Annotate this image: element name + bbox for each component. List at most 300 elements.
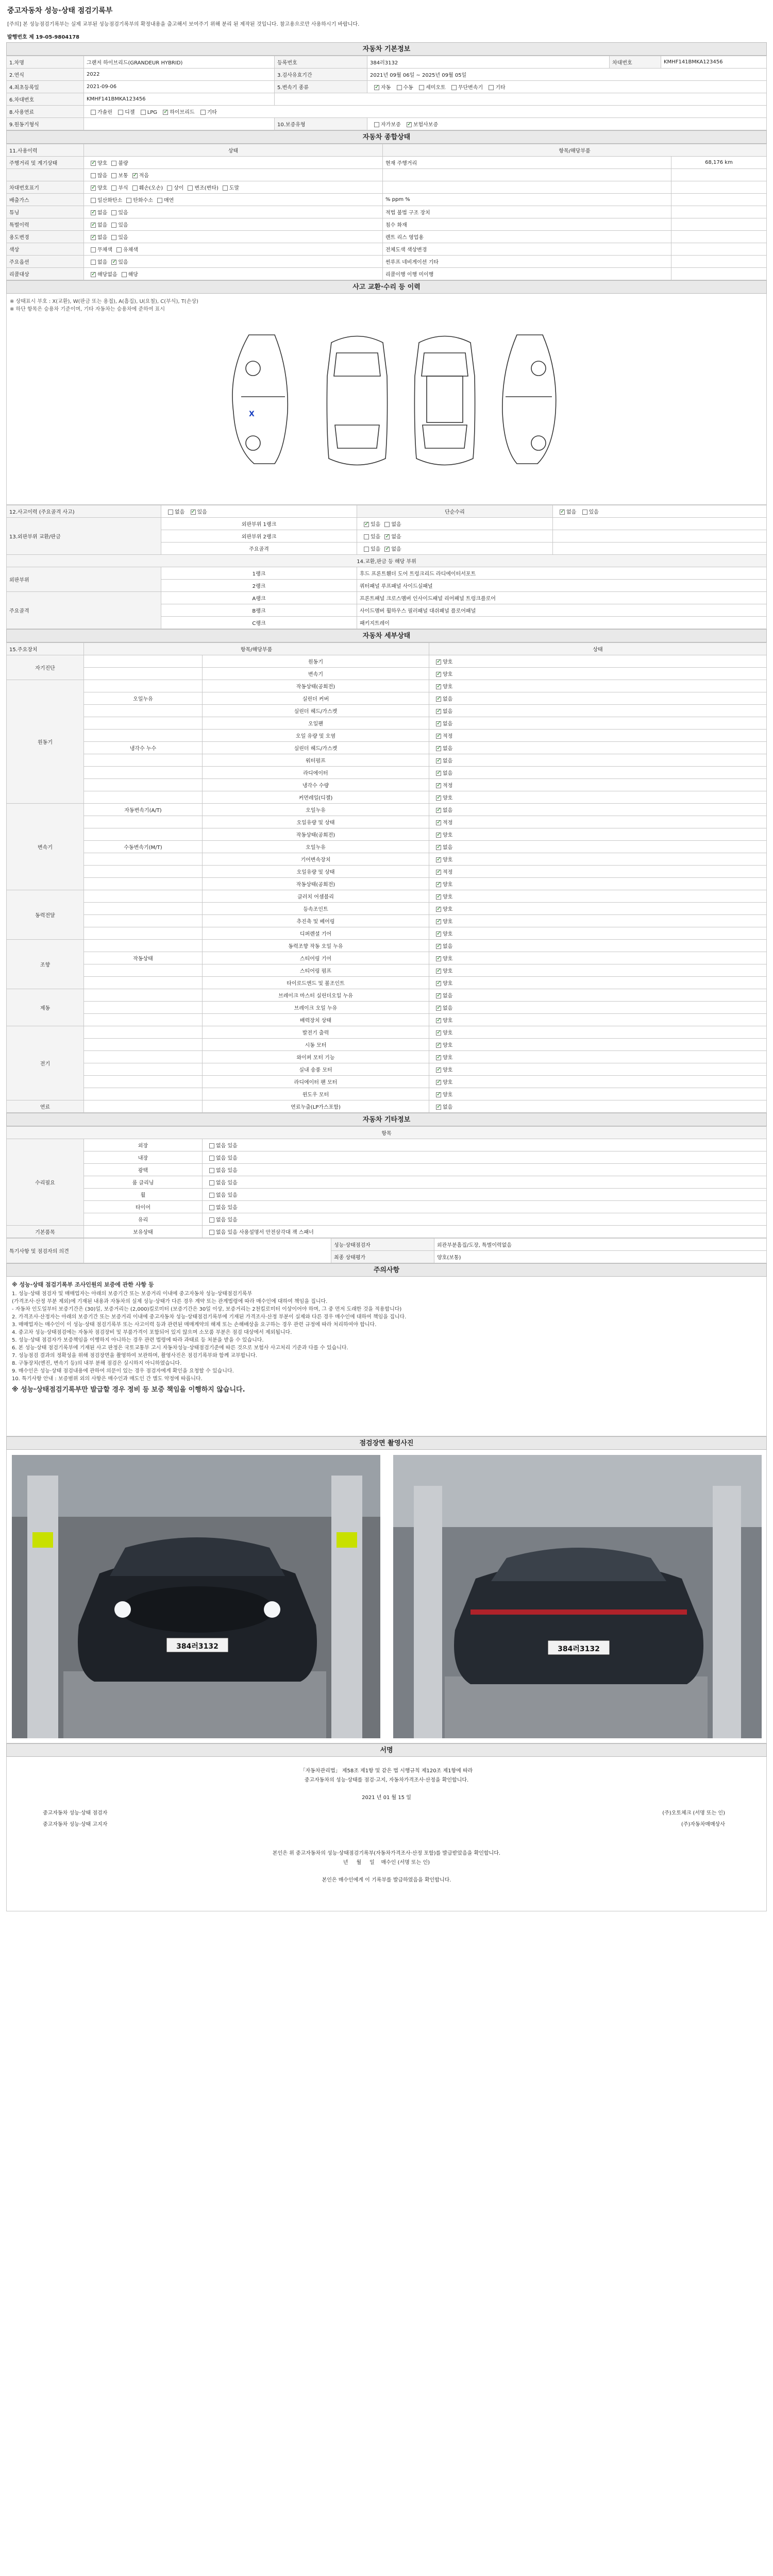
- detail-state: [429, 866, 767, 878]
- detail-sub: [84, 816, 203, 828]
- opt-label: 도말: [229, 185, 240, 191]
- detail-state-label: 양호: [443, 795, 453, 801]
- value-opinion: 외관부분흠집/도장, 특별이력없음: [434, 1239, 767, 1251]
- inspector-value: (주)오토체크 (서명 또는 인): [662, 1810, 725, 1816]
- checkbox-icon[interactable]: [374, 122, 379, 127]
- opt-label: 자가보증: [381, 122, 401, 128]
- detail-state: [429, 816, 767, 828]
- detail-state-label: 양호: [443, 956, 453, 962]
- detail-row: [7, 890, 767, 903]
- part-rank: 1랭크: [161, 567, 357, 580]
- other-row: [7, 1226, 767, 1238]
- detail-sub: [84, 1051, 203, 1063]
- general-value: [671, 243, 767, 256]
- detail-state-label: 양호: [443, 1092, 453, 1098]
- checkbox-icon[interactable]: [91, 173, 96, 178]
- detail-sub: [84, 717, 203, 730]
- checkbox-icon[interactable]: [582, 510, 587, 515]
- empty-cell: [553, 518, 767, 530]
- opt-label: 기타: [207, 110, 217, 115]
- sub-frame: 주요골격: [161, 543, 357, 555]
- checkbox-icon[interactable]: [436, 956, 441, 961]
- checkbox-icon[interactable]: [91, 260, 96, 265]
- checkbox-icon[interactable]: [209, 1230, 214, 1235]
- checkbox-icon[interactable]: [111, 173, 116, 178]
- detail-state-label: 양호: [443, 684, 453, 690]
- notice-line: 3. 매매업자는 매수인이 이 성능·상태 점검기록부 또는 사고이력 등과 관련된 매매계약의 해제 또는 손해배상을 요구하는 경우 관련 규정에 따라 처리하여야 합니다.: [12, 1322, 377, 1328]
- document: [6, 3, 767, 1911]
- part-rank: 2랭크: [161, 580, 357, 592]
- value-plate: 384러3132: [367, 56, 610, 69]
- general-note: 전체도색 색상변경: [383, 243, 671, 256]
- detail-sub: [84, 1100, 203, 1113]
- detail-sub: [84, 705, 203, 717]
- general-value: [671, 231, 767, 243]
- detail-row: [7, 964, 767, 977]
- col-usage: 11.사용이력: [7, 144, 84, 157]
- detail-item: 와이퍼 모터 기능: [203, 1051, 429, 1063]
- opt-label: 없음: [97, 223, 108, 228]
- checkbox-icon[interactable]: [122, 272, 127, 277]
- detail-sub: [84, 1002, 203, 1014]
- checkbox-icon[interactable]: [209, 1193, 214, 1198]
- checkbox-icon[interactable]: [436, 709, 441, 714]
- detail-state: [429, 927, 767, 940]
- legend-line: ※ 상태표시 부호 : X(교환), W(판금 또는 용접), A(흠집), U(요철), C(부식), T(손상): [10, 299, 198, 304]
- opt-label: LPG: [147, 110, 158, 115]
- checkbox-icon[interactable]: [91, 198, 96, 203]
- detail-sub: [84, 680, 203, 692]
- detail-state: [429, 853, 767, 866]
- checkbox-icon[interactable]: [436, 721, 441, 726]
- repair-options: [553, 505, 767, 518]
- label-first-reg: 4.최초등록일: [7, 81, 84, 93]
- detail-state: [429, 1026, 767, 1039]
- detail-sub: 냉각수 누수: [84, 742, 203, 754]
- other-item: 내장: [84, 1151, 203, 1164]
- checkbox-icon[interactable]: [91, 210, 96, 215]
- label-car-name: 1.차명: [7, 56, 84, 69]
- detail-sub: 작동상태: [84, 952, 203, 964]
- detail-item: 라디에이터: [203, 767, 429, 779]
- notice-line: 1. 성능·상태 점검자 및 매매업자는 아래의 보증기간 또는 보증거리 이내에 중고자동차 성능·상태점검기록부: [12, 1291, 253, 1297]
- checkbox-icon[interactable]: [91, 161, 96, 166]
- detail-state: [429, 655, 767, 668]
- opt-label: 있음: [371, 534, 381, 540]
- detail-row: [7, 828, 767, 841]
- detail-sub: [84, 791, 203, 804]
- label-transmission: 5.변속기 종류: [275, 81, 367, 93]
- detail-device: 조향: [7, 940, 84, 989]
- detail-state-label: 없음: [443, 1105, 453, 1110]
- checkbox-icon[interactable]: [436, 808, 441, 813]
- checkbox-icon[interactable]: [397, 85, 402, 90]
- opt-label: 있음: [589, 510, 599, 515]
- detail-sub: [84, 940, 203, 952]
- other-row: [7, 1176, 767, 1189]
- sign-area: [6, 1757, 767, 1911]
- checkbox-icon[interactable]: [436, 1043, 441, 1048]
- detail-item: 오일팬: [203, 717, 429, 730]
- detail-state: [429, 1100, 767, 1113]
- detail-item: 작동상태(공회전): [203, 680, 429, 692]
- checkbox-icon[interactable]: [200, 110, 206, 115]
- detail-row: [7, 680, 767, 692]
- checkbox-icon[interactable]: [436, 659, 441, 665]
- checkbox-icon[interactable]: [436, 771, 441, 776]
- checkbox-icon[interactable]: [436, 1030, 441, 1036]
- opt-label: 없음: [175, 510, 185, 515]
- detail-sub: [84, 927, 203, 940]
- checkbox-icon[interactable]: [436, 1006, 441, 1011]
- detail-state-table: [6, 642, 767, 1113]
- license-plate-rear: 384러3132: [558, 1645, 600, 1653]
- detail-item: 오일누유: [203, 841, 429, 853]
- checkbox-icon[interactable]: [436, 1067, 441, 1073]
- col-state: 상태: [84, 144, 383, 157]
- notice-line: 6. 본 성능·상태 점검기록부에 기재된 사고 판정은 국토교통부 고시 자동차성능·상태점검기준에 따른 것으로 보험사 사고처리 기준과 다를 수 있습니다.: [12, 1345, 348, 1351]
- checkbox-icon[interactable]: [436, 969, 441, 974]
- checkbox-icon[interactable]: [436, 1080, 441, 1085]
- opt-label: 자동: [381, 85, 391, 91]
- detail-state-label: 양호: [443, 833, 453, 838]
- checkbox-icon[interactable]: [436, 857, 441, 862]
- detail-item: 라디에이터 팬 모터: [203, 1076, 429, 1088]
- detail-item: 동력조향 작동 오일 누유: [203, 940, 429, 952]
- checkbox-icon[interactable]: [188, 185, 193, 191]
- detail-state-label: 없음: [443, 746, 453, 752]
- opt-label: 세미오토: [426, 85, 446, 91]
- checkbox-icon[interactable]: [436, 783, 441, 788]
- other-opts-label: 없음 있음 사용설명서 안전삼각대 잭 스패너: [216, 1230, 314, 1235]
- damage-table: [6, 505, 767, 629]
- detail-row: [7, 903, 767, 915]
- opt-label: 부식: [118, 185, 128, 191]
- checkbox-icon[interactable]: [384, 547, 390, 552]
- general-row: [7, 218, 767, 231]
- detail-state: [429, 964, 767, 977]
- detail-state-label: 적정: [443, 783, 453, 789]
- checkbox-icon[interactable]: [111, 235, 116, 240]
- other-item: 외장: [84, 1139, 203, 1151]
- detail-sub: [84, 890, 203, 903]
- detail-state-label: 양호: [443, 931, 453, 937]
- opt-label: 해당: [128, 272, 138, 278]
- notice-line: 4. 중고차 성능·상태점검에는 자동차 점검장비 및 부품가격이 포함되어 있지 않으며 소모품 부분은 점검 대상에서 제외됩니다.: [12, 1330, 292, 1335]
- checkbox-icon[interactable]: [91, 272, 96, 277]
- notice-line: 5. 성능·상태 점검자가 보증책임을 이행하지 아니하는 경우 관련 법령에 따라 과태료 등 처분을 받을 수 있습니다.: [12, 1337, 264, 1343]
- detail-sub: [84, 1014, 203, 1026]
- detail-state-label: 없음: [443, 845, 453, 851]
- general-options: [84, 231, 383, 243]
- detail-sub: [84, 1039, 203, 1051]
- detail-sub: [84, 1063, 203, 1076]
- checkbox-icon[interactable]: [436, 820, 441, 825]
- checkbox-icon[interactable]: [436, 944, 441, 949]
- detail-row: [7, 1039, 767, 1051]
- detail-state: [429, 841, 767, 853]
- general-row: [7, 181, 767, 194]
- pricer-value: (주)자동차매매상사: [681, 1822, 725, 1827]
- receipt-line2: 본인은 매수인에게 이 기록부를 발급하였음을 확인합니다.: [322, 1877, 451, 1883]
- checkbox-icon[interactable]: [91, 235, 96, 240]
- detail-item: 발전기 출력: [203, 1026, 429, 1039]
- part-rank: C랭크: [161, 617, 357, 629]
- detail-row: [7, 655, 767, 668]
- detail-state-label: 양호: [443, 1080, 453, 1086]
- label-engine-type: 9.원동기형식: [7, 118, 84, 130]
- checkbox-icon[interactable]: [436, 894, 441, 900]
- rank2-options: [357, 530, 553, 543]
- checkbox-icon[interactable]: [560, 510, 565, 515]
- notice-line: 10. 특기사항 안내 : 보증범위 외의 사항은 매수인과 매도인 간 별도 약정에 따릅니다.: [12, 1376, 203, 1382]
- opt-label: 양호: [97, 185, 108, 191]
- opt-label: 가솔린: [97, 110, 112, 115]
- general-item: 색상: [7, 243, 84, 256]
- detail-device: 제동: [7, 989, 84, 1026]
- opt-label: 있음: [371, 522, 381, 528]
- detail-state-label: 양호: [443, 1067, 453, 1073]
- checkbox-icon[interactable]: [436, 870, 441, 875]
- detail-sub: [84, 779, 203, 791]
- checkbox-icon[interactable]: [364, 534, 369, 539]
- checkbox-icon[interactable]: [132, 185, 138, 191]
- detail-row: [7, 1002, 767, 1014]
- checkbox-icon[interactable]: [91, 223, 96, 228]
- general-note: [383, 169, 671, 181]
- checkbox-icon[interactable]: [436, 758, 441, 764]
- checkbox-icon[interactable]: [436, 833, 441, 838]
- opt-label: 탄화수소: [133, 198, 153, 204]
- general-value: [671, 206, 767, 218]
- detail-row: [7, 804, 767, 816]
- general-row: [7, 268, 767, 280]
- label-opinion: 특기사항 및 점검자의 의견: [7, 1239, 84, 1263]
- checkbox-icon[interactable]: [167, 185, 172, 191]
- detail-row: [7, 791, 767, 804]
- general-item: [7, 169, 84, 181]
- checkbox-icon[interactable]: [436, 931, 441, 937]
- checkbox-icon[interactable]: [489, 85, 494, 90]
- label-warranty: 10.보증유형: [275, 118, 367, 130]
- inspection-photo-front: [12, 1455, 380, 1738]
- checkbox-icon[interactable]: [384, 522, 390, 527]
- other-row: [7, 1213, 767, 1226]
- value-vin: KMHF141BMKA123456: [661, 56, 767, 69]
- detail-item: 워터펌프: [203, 754, 429, 767]
- general-item: 차대번호표기: [7, 181, 84, 194]
- other-opts-label: 없음 있음: [216, 1180, 238, 1186]
- checkbox-icon[interactable]: [407, 122, 412, 127]
- detail-row: [7, 1051, 767, 1063]
- other-opts-label: 없음 있음: [216, 1156, 238, 1161]
- opt-label: 많음: [97, 173, 108, 179]
- opt-label: 해당없음: [97, 272, 117, 278]
- checkbox-icon[interactable]: [126, 198, 131, 203]
- opt-label: 일산화탄소: [97, 198, 123, 204]
- checkbox-icon[interactable]: [436, 882, 441, 887]
- checkbox-icon[interactable]: [436, 1018, 441, 1023]
- detail-state-label: 없음: [443, 697, 453, 702]
- detail-item: 냉각수 수량: [203, 779, 429, 791]
- other-opts-label: 없음 있음: [216, 1205, 238, 1211]
- part-items: 사이드멤버 휠하우스 필러패널 대쉬패널 플로어패널: [357, 604, 767, 617]
- label-accident: 12.사고이력 (주요골격 사고): [7, 505, 161, 518]
- general-options: [84, 157, 383, 169]
- checkbox-icon[interactable]: [436, 795, 441, 801]
- accident-options: [161, 505, 357, 518]
- checkbox-icon[interactable]: [111, 223, 116, 228]
- checkbox-icon[interactable]: [209, 1205, 214, 1210]
- pricer-label: 중고자동차 성능·상태 고지자: [43, 1822, 108, 1827]
- checkbox-icon[interactable]: [374, 85, 379, 90]
- buyer-label: 매수인: [381, 1860, 396, 1866]
- checkbox-icon[interactable]: [436, 734, 441, 739]
- detail-item: 기어변속장치: [203, 853, 429, 866]
- other-options: [203, 1213, 767, 1226]
- opt-label: 무채색: [97, 247, 112, 253]
- checkbox-icon[interactable]: [436, 1055, 441, 1060]
- frame-options: [357, 543, 553, 555]
- car-front-photo-icon: [12, 1455, 380, 1738]
- general-value: [671, 268, 767, 280]
- detail-state-label: 양호: [443, 1043, 453, 1048]
- general-item: 주요옵션: [7, 256, 84, 268]
- opt-label: 있음: [118, 210, 128, 216]
- other-item: 광택: [84, 1164, 203, 1176]
- detail-sub: [84, 878, 203, 890]
- receipt-line1: 본인은 위 중고자동차의 성능·상태점검기록부(자동차가격조사·산정 포함)를 발급받았음을 확인합니다.: [272, 1851, 501, 1856]
- detail-sub: [84, 989, 203, 1002]
- detail-state-label: 적정: [443, 820, 453, 826]
- notice-heading: ※ 성능·상태 점검기록부 조사인원의 보증에 관한 사항 등: [12, 1281, 154, 1288]
- checkbox-icon[interactable]: [436, 672, 441, 677]
- detail-item: 브레이크 오일 누유: [203, 1002, 429, 1014]
- checkbox-icon[interactable]: [111, 185, 116, 191]
- checkbox-icon[interactable]: [168, 510, 173, 515]
- notice-line: 9. 매수인은 성능·상태 점검내용에 관하여 의문이 있는 경우 점검자에게 확인을 요청할 수 있습니다.: [12, 1368, 234, 1374]
- sign-date: 2021 년 01 월 15 일: [362, 1795, 411, 1801]
- general-value: [671, 181, 767, 194]
- general-options: [84, 181, 383, 194]
- checkbox-icon[interactable]: [191, 510, 196, 515]
- checkbox-icon[interactable]: [223, 185, 228, 191]
- detail-item: 오일유량 및 상태: [203, 816, 429, 828]
- detail-row: [7, 1026, 767, 1039]
- col-state: 상태: [429, 643, 767, 655]
- other-opts-label: 없음 있음: [216, 1217, 238, 1223]
- other-options: [203, 1176, 767, 1189]
- detail-state-label: 양호: [443, 969, 453, 974]
- opt-label: 보험사보증: [413, 122, 439, 128]
- checkbox-icon[interactable]: [141, 110, 146, 115]
- car-diagram-area: [6, 294, 767, 505]
- part-rank: B랭크: [161, 604, 357, 617]
- detail-state-label: 없음: [443, 1006, 453, 1011]
- opt-label: 있음: [118, 260, 128, 265]
- general-note: % ppm %: [383, 194, 671, 206]
- detail-state: [429, 952, 767, 964]
- checkbox-icon[interactable]: [91, 185, 96, 191]
- checkbox-icon[interactable]: [436, 993, 441, 998]
- checkbox-icon[interactable]: [436, 1092, 441, 1097]
- general-note: 리콜이행 이행 미이행: [383, 268, 671, 280]
- checkbox-icon[interactable]: [157, 198, 162, 203]
- checkbox-icon[interactable]: [436, 746, 441, 751]
- detail-state: [429, 1039, 767, 1051]
- detail-state: [429, 940, 767, 952]
- checkbox-icon[interactable]: [111, 260, 116, 265]
- section-damage-history: 사고 교환·수리 등 이력: [6, 280, 767, 294]
- checkbox-icon[interactable]: [209, 1217, 214, 1223]
- checkbox-icon[interactable]: [436, 684, 441, 689]
- detail-state: [429, 692, 767, 705]
- checkbox-icon[interactable]: [436, 919, 441, 924]
- notice-line: - 자동차 인도일부터 보증기간은 (30)일, 보증거리는 (2,000)킬로미터 (보증기간은 30일 이상, 보증거리는 2천킬로미터 이상이어야 하며, 그 중 먼저 도래한 것을 적용합니다): [12, 1307, 402, 1312]
- detail-item: 오일 유량 및 오염: [203, 730, 429, 742]
- checkbox-icon[interactable]: [364, 522, 369, 527]
- detail-item: 브레이크 마스터 실린더오일 누유: [203, 989, 429, 1002]
- checkbox-icon[interactable]: [436, 907, 441, 912]
- detail-item: 디퍼렌셜 기어: [203, 927, 429, 940]
- detail-state: [429, 705, 767, 717]
- value-car-name: 그랜저 하이브리드(GRANDEUR HYBRID): [84, 56, 275, 69]
- detail-item: 추진축 및 베어링: [203, 915, 429, 927]
- checkbox-icon[interactable]: [209, 1180, 214, 1185]
- other-row: [7, 1164, 767, 1176]
- checkbox-icon[interactable]: [111, 161, 116, 166]
- transmission-options: [367, 81, 767, 93]
- notice-box: [6, 1277, 767, 1436]
- checkbox-icon[interactable]: [118, 110, 123, 115]
- checkbox-icon[interactable]: [209, 1168, 214, 1173]
- year-label: 년: [343, 1860, 348, 1866]
- general-options: [84, 268, 383, 280]
- detail-item: 스티어링 펌프: [203, 964, 429, 977]
- checkbox-icon[interactable]: [132, 173, 138, 178]
- detail-state-label: 양호: [443, 672, 453, 677]
- detail-state: [429, 989, 767, 1002]
- detail-item: 연료누출(LP가스포함): [203, 1100, 429, 1113]
- detail-item: 등속조인트: [203, 903, 429, 915]
- detail-sub: 자동변속기(A/T): [84, 804, 203, 816]
- detail-state: [429, 977, 767, 989]
- checkbox-icon[interactable]: [209, 1156, 214, 1161]
- general-options: [84, 206, 383, 218]
- checkbox-icon[interactable]: [436, 1105, 441, 1110]
- checkbox-icon[interactable]: [91, 247, 96, 252]
- detail-state-label: 없음: [443, 721, 453, 727]
- opt-label: 변조(변타): [194, 185, 219, 191]
- checkbox-icon[interactable]: [364, 547, 369, 552]
- checkbox-icon[interactable]: [436, 981, 441, 986]
- part-items: 프론트패널 크로스멤버 인사이드패널 리어패널 트렁크플로어: [357, 592, 767, 604]
- detail-sub: [84, 655, 203, 668]
- checkbox-icon[interactable]: [116, 247, 122, 252]
- checkbox-icon[interactable]: [163, 110, 168, 115]
- detail-state: [429, 767, 767, 779]
- checkbox-icon[interactable]: [419, 85, 424, 90]
- checkbox-icon[interactable]: [111, 210, 116, 215]
- detail-state: [429, 890, 767, 903]
- checkbox-icon[interactable]: [451, 85, 457, 90]
- checkbox-icon[interactable]: [91, 110, 96, 115]
- checkbox-icon[interactable]: [436, 845, 441, 850]
- checkbox-icon[interactable]: [384, 534, 390, 539]
- detail-row: [7, 717, 767, 730]
- checkbox-icon[interactable]: [436, 697, 441, 702]
- checkbox-icon[interactable]: [209, 1143, 214, 1148]
